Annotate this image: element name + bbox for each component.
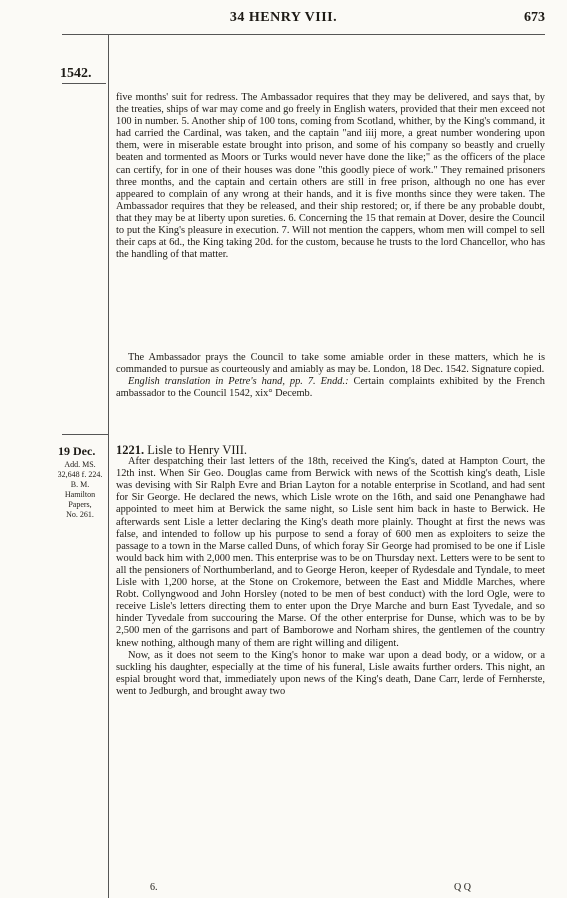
entry-title: Lisle to Henry VIII. xyxy=(147,443,247,457)
source-line: Papers, xyxy=(68,500,92,509)
paragraph: The Ambassador prays the Council to take some amiable order in these matters, which he is commanded to pursue as courteously and amiably as may be. London, 18 Dec. 1542. Signature copied. xyxy=(116,352,545,376)
entry-1220-continuation xyxy=(116,92,545,261)
entry-1220-closing xyxy=(116,352,545,400)
running-title: 34 HENRY VIII. xyxy=(229,10,338,25)
note-roman: Certain complaints exhibited by the French ambassador to the Council 1542, xix° Decemb. xyxy=(116,376,545,400)
source-line: Hamilton xyxy=(64,490,96,499)
entry-number: 1221. xyxy=(116,443,145,457)
catchword: Q Q xyxy=(454,882,471,893)
entry-date: 19 Dec. xyxy=(58,444,96,458)
source-line: 32,648 f. 224. xyxy=(57,470,103,479)
source-line: No. 261. xyxy=(66,510,94,519)
year-rule xyxy=(62,83,106,84)
paragraph: After despatching their last letters of the 18th, received the King's, dated at Hampton Court, the 12th inst. When Sir Geo. Douglas came from Berwick with news of the Scottish king's death, Lisle was devising with Sir Ralph Evre and Brian Layton for a notable enterprise in Scotland, and had sent for Sir George. He declared the news, which Lisle wrote on the 16th, and said one Penanghawe had appointed to meet him at Berwick the same night, so Lisle sent him back in haste to Berwick. He afterwards sent Lisle a letter declaring the King's death more plainly. Thought at first the news was false, and intended to follow up his purpose to send a foray of 600 men as exploiters to seize the passage to a town in the Marse called Duns, of which foray Sir George had promised to be one if Lisle would back him with 2,000 men. This enterprise was to be on Thursday next. Letters were to be sent to all the pensioners of Northumberland, and to George Heron, keeper of Rydesdale and Tyndale, to meet Lisle with 1,200 horse, at the Stone on Crokemore, between the East and Middle Marches, where Robt. Collyngwood and John Horsley (noted to be men of best conduct) with the lord Ogle, were to receive Lisle's letters directing them to enter upon the Drye Marche and burn East Tyvedale, and so hinder Tyvedale from succouring the Marse. Of the other enterprise for Dunse, which was to be by 2,500 men of the garrisons and part of Bamborowe and Norham shires, the gentlemen of the country knew nothing, although many of them are right willing and diligent. xyxy=(116,456,545,649)
note-italic: English translation in Petre's hand, pp. 7. Endd.: xyxy=(128,376,349,388)
entry-1221 xyxy=(116,444,545,698)
margin-divider xyxy=(108,34,109,898)
source-line: Add. MS. xyxy=(64,460,96,469)
editorial-note xyxy=(116,376,545,400)
page-number: 673 xyxy=(524,10,545,25)
source-line: B. M. xyxy=(70,480,90,489)
margin-year: 1542. xyxy=(60,66,92,81)
signature-mark: 6. xyxy=(150,882,158,893)
entry-divider xyxy=(62,434,108,435)
entry-heading xyxy=(116,444,545,456)
paragraph: five months' suit for redress. The Ambassador requires that they may be delivered, and says that, by the treaties, ships of war may come and go freely in English waters, provided that their men exceed not 100 in number. 5. Another ship of 100 tons, coming from Scotland, whither, by the King's command, it had carried the Cardinal, was taken, and the captain "and iiij more, a great number wondering upon them, were in miserable estate brought into prison, and some of his company so beastly and cruelly beaten and tormented as Moors or Turks would never have done the like;" as the officers of the place can certify, for in one of their houses was done "this goodly piece of work." They remained prisoners three months, and the captain and certain others are still in free prison, although no one has ever appeared to complain of any wrong at their hands, and it is five months since they were taken. The Ambassador requires that they be released, and their ship restored; or, if there be any probable doubt, that they may be at liberty upon sureties. 6. Concerning the 15 that remain at Dover, desire the Council to put the King's pleasure in execution. 7. Will not mention the cappers, whom men will compel to sell their caps at 6d., the King taking 20d. for the custom, because he trusts to the lord Chancellor, who has the handling of that matter. xyxy=(116,92,545,261)
paragraph: Now, as it does not seem to the King's honor to make war upon a dead body, or a widow, or a suckling his daughter, especially at the time of his funeral, Lisle awaits further orders. This night, an espial brought word that, immediately upon news of the King's death, Dane Carr, lerde of Fernherste, went to Jedburgh, and brought away two xyxy=(116,649,545,697)
header-rule xyxy=(62,34,545,35)
source-reference xyxy=(56,460,104,520)
